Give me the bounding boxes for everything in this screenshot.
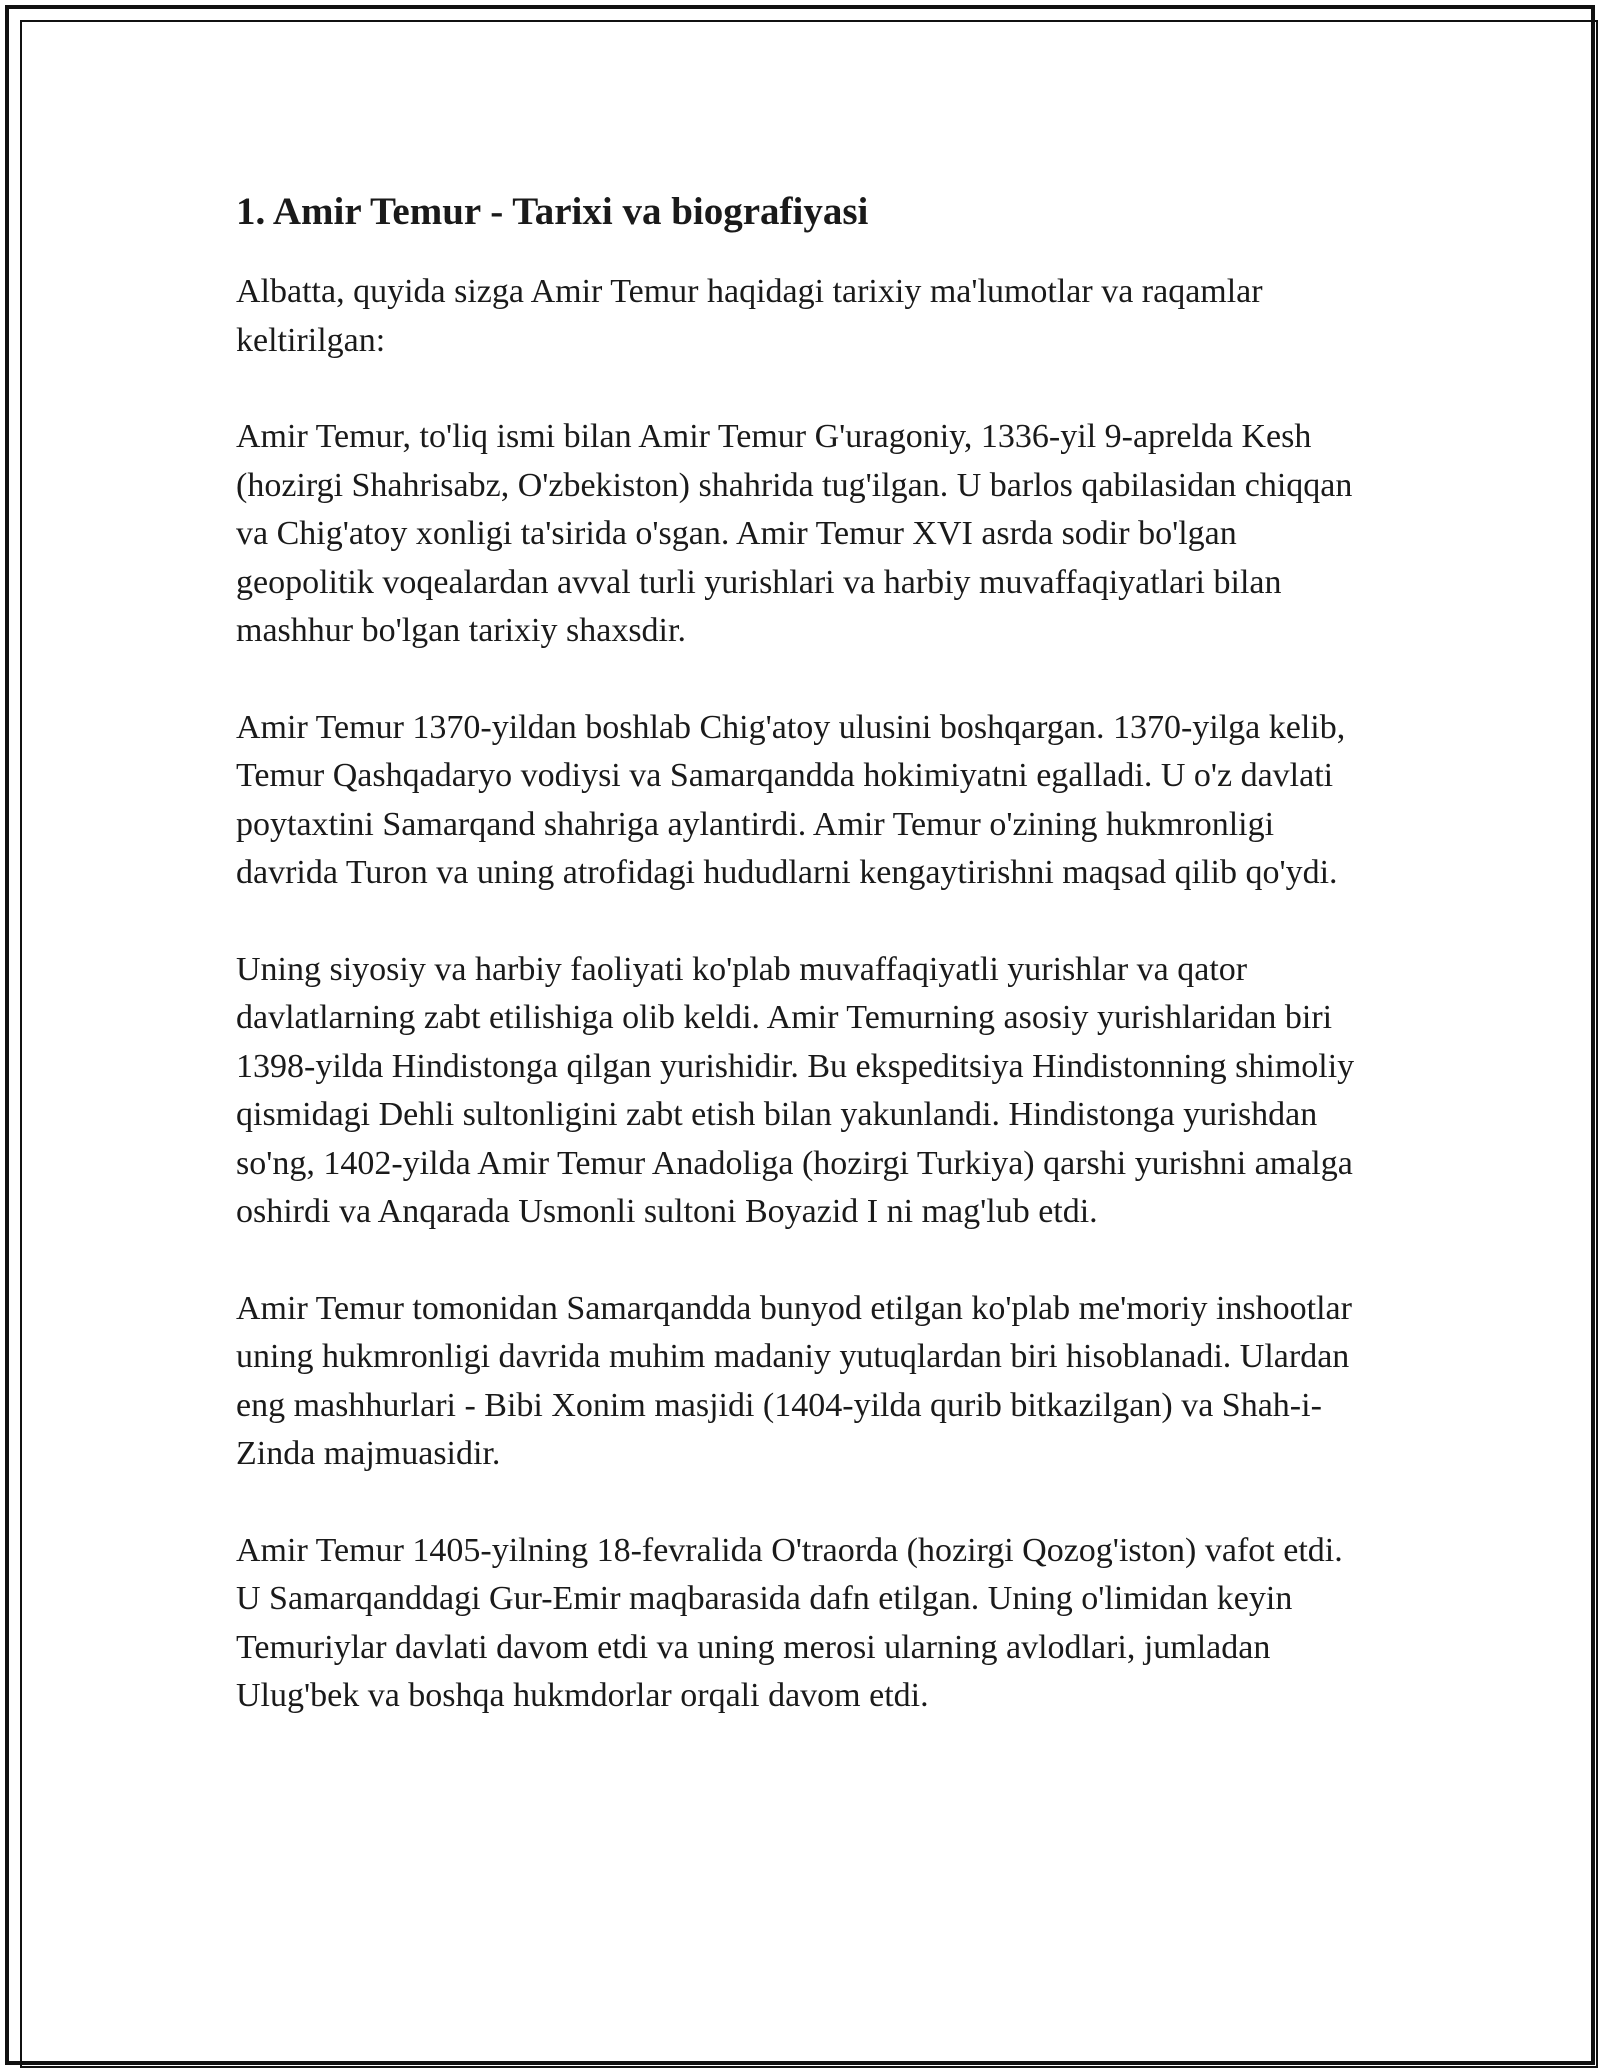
paragraph-rule: Amir Temur 1370-yildan boshlab Chig'atoy ulusini boshqargan. 1370-yilga kelib, Temur Qashqadaryo vodiysi va Samarqandda hokimiyatni egalladi. U o'z davlati poytaxtini Samarqand shahriga aylantirdi. Amir Temur o'zining hukmronligi davrida Turon va uning atrofidagi hududlarni kengaytirishni maqsad qilib qo'ydi. [236,708,1346,891]
paragraph-architecture: Amir Temur tomonidan Samarqandda bunyod etilgan ko'plab me'moriy inshootlar uning hukmronligi davrida muhim madaniy yutuqlardan biri hisoblanadi. Ulardan eng mashhurlari - Bibi Xonim masjidi (1404-yilda qurib bitkazilgan) va Shah-i-Zinda majmuasidir. [236,1289,1352,1472]
paragraph-intro: Albatta, quyida sizga Amir Temur haqidagi tarixiy ma'lumotlar va raqamlar keltirilgan: [236,273,1263,359]
paragraph-campaigns: Uning siyosiy va harbiy faoliyati ko'plab muvaffaqiyatli yurishlar va qator davlatlarning zabt etilishiga olib keldi. Amir Temurning asosiy yurishlaridan biri 1398-yilda Hindistonga qilgan yurishidir. Bu ekspeditsiya Hindistonning shimoliy qismidagi Dehli sultonligini zabt etish bilan yakunlandi. Hindistonga yurishdan so'ng, 1402-yilda Amir Temur Anadoliga (hozirgi Turkiya) qarshi yurishni amalga oshirdi va Anqarada Usmonli sultoni Boyazid I ni mag'lub etdi. [236,950,1355,1230]
document-title: 1. Amir Temur - Tarixi va biografiyasi [236,190,869,233]
paragraph-death: Amir Temur 1405-yilning 18-fevralida O'traorda (hozirgi Qozog'iston) vafot etdi. U Samarqanddagi Gur-Emir maqbarasida dafn etilgan. Uning o'limidan keyin Temuriylar davlati davom etdi va uning merosi ularning avlodlari, jumladan Ulug'bek va boshqa hukmdorlar orqali davom etdi. [236,1531,1343,1714]
document-body [236,186,1366,1769]
paragraph-birth: Amir Temur, to'liq ismi bilan Amir Temur G'uragoniy, 1336-yil 9-aprelda Kesh (hozirgi Shahrisabz, O'zbekiston) shahrida tug'ilgan. U barlos qabilasidan chiqqan va Chig'atoy xonligi ta'sirida o'sgan. Amir Temur XVI asrda sodir bo'lgan geopolitik voqealardan avval turli yurishlari va harbiy muvaffaqiyatlari bilan mashhur bo'lgan tarixiy shaxsdir. [236,418,1353,649]
